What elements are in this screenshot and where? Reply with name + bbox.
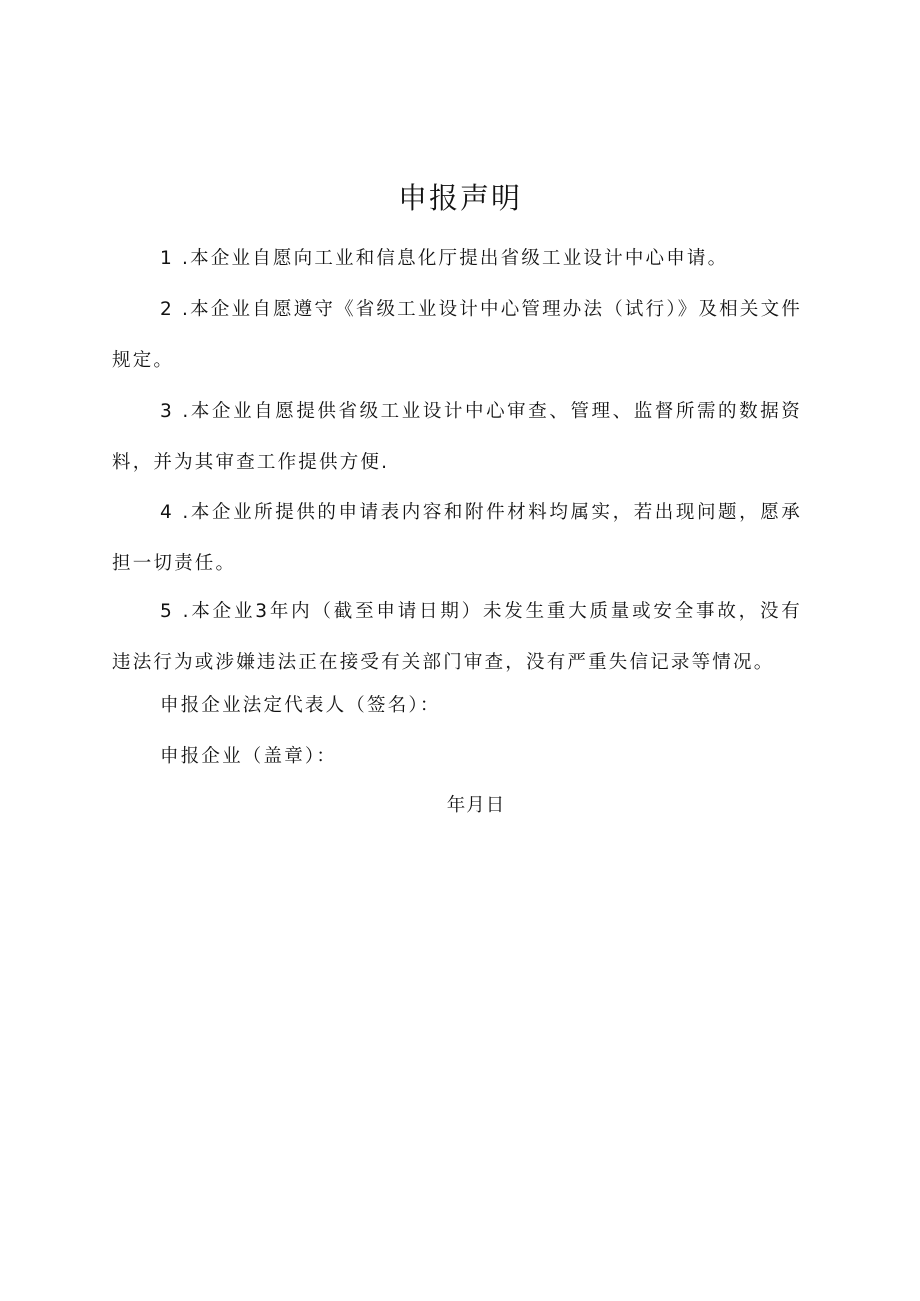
declaration-item-3: 3 .本企业自愿提供省级工业设计中心审查、管理、监督所需的数据资料，并为其审查工作提供方便. [112,401,802,473]
representative-signature-label: 申报企业法定代表人（签名）： [160,695,441,716]
document-title: 申报声明 [397,181,522,215]
declaration-item-5: 5 .本企业3年内（截至申请日期）未发生重大质量或安全事故，没有违法行为或涉嫌违法正在接受有关部门审查，没有严重失信记录等情况。 [112,601,802,673]
declaration-item-4: 4 .本企业所提供的申请表内容和附件材料均属实，若出现问题，愿承担一切责任。 [112,502,802,574]
date-label: 年月日 [446,795,506,816]
declaration-item-2: 2 .本企业自愿遵守《省级工业设计中心管理办法（试行）》及相关文件规定。 [112,299,802,371]
declaration-item-1: 1 .本企业自愿向工业和信息化厅提出省级工业设计中心申请。 [160,248,729,269]
company-seal-label: 申报企业（盖章）： [160,746,338,767]
